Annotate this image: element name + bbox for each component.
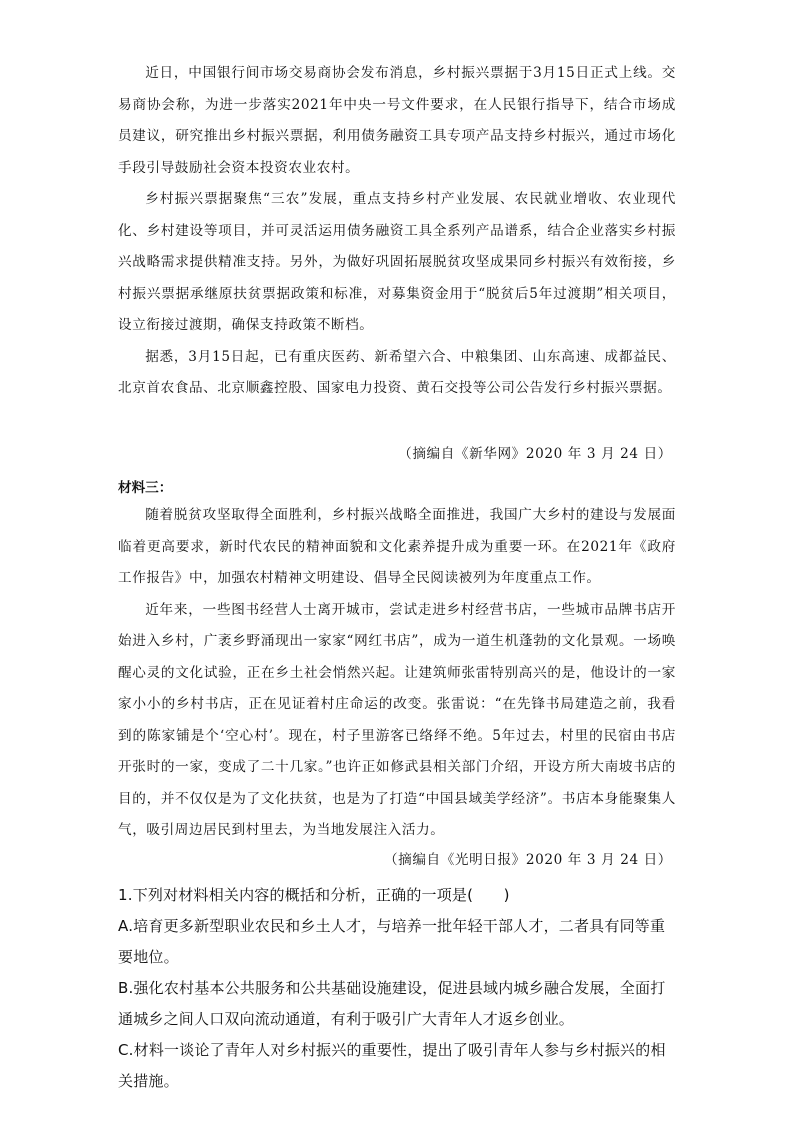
material3-source: （摘编自《光明日报》2020 年 3 月 24 日）: [383, 852, 672, 868]
material2-source: （摘编自《新华网》2020 年 3 月 24 日）: [398, 446, 672, 462]
option-b[interactable]: B.强化农村基本公共服务和公共基础设施建设，促进县域内城乡融合发展，全面打通城乡之间人口双向流动通道，有利于吸引广大青年人才返乡创业。: [118, 979, 666, 1028]
option-a[interactable]: A.培育更多新型职业农民和乡土人才，与培养一批年轻干部人才，二者具有同等重要地位。: [118, 917, 666, 966]
option-c[interactable]: C.材料一谈论了青年人对乡村振兴的重要性，提出了吸引青年人参与乡村振兴的相关措施。: [118, 1041, 666, 1090]
material2-body: [118, 58, 676, 405]
material2-paragraph-1: 近日，中国银行间市场交易商协会发布消息，乡村振兴票据于3月15日正式上线。交易商协会称，为进一步落实2021年中央一号文件要求，在人民银行指导下，结合市场成员建议，研究推出乡村振兴票据，利用债务融资工具专项产品支持乡村振兴，通过市场化手段引导鼓励社会资本投资农业农村。: [118, 65, 676, 176]
material2-paragraph-2: 乡村振兴票据聚焦“三农”发展，重点支持乡村产业发展、农民就业增收、农业现代化、乡村建设等项目，并可灵活运用债务融资工具全系列产品谱系，结合企业落实乡村振兴战略需求提供精准支持。另外，为做好巩固拓展脱贫攻坚成果同乡村振兴有效衔接，乡村振兴票据承继原扶贫票据政策和标准，对募集资金用于“脱贫后5年过渡期”相关项目，设立衔接过渡期，确保支持政策不断档。: [118, 191, 676, 333]
question-stem: 1.下列对材料相关内容的概括和分析，正确的一项是( ): [118, 886, 510, 904]
material3-heading: 材料三：: [118, 480, 173, 496]
material3-body: [118, 500, 676, 847]
question-1: [118, 880, 678, 1097]
material2-paragraph-3: 据悉，3月15日起，已有重庆医药、新希望六合、中粮集团、山东高速、成都益民、北京首农食品、北京顺鑫控股、国家电力投资、黄石交投等公司公告发行乡村振兴票据。: [118, 348, 676, 396]
material3-paragraph-2: 近年来，一些图书经营人士离开城市，尝试走进乡村经营书店，一些城市品牌书店开始进入乡村，广袤乡野涌现出一家家“网红书店”，成为一道生机蓬勃的文化景观。一场唤醒心灵的文化试验，正在乡土社会悄然兴起。让建筑师张雷特别高兴的是，他设计的一家家小小的乡村书店，正在见证着村庄命运的改变。张雷说：“在先锋书局建造之前，我看到的陈家铺是个‘空心村’。现在，村子里游客已络绎不绝。5年过去，村里的民宿由书店开张时的一家，变成了二十几家。”也许正如修武县相关部门介绍，开设方所大南坡书店的目的，并不仅仅是为了文化扶贫，也是为了打造“中国县域美学经济”。书店本身能聚集人气，吸引周边居民到村里去，为当地发展注入活力。: [118, 601, 676, 838]
material3-paragraph-1: 随着脱贫攻坚取得全面胜利，乡村振兴战略全面推进，我国广大乡村的建设与发展面临着更高要求，新时代农民的精神面貌和文化素养提升成为重要一环。在2021年《政府工作报告》中，加强农村精神文明建设、倡导全民阅读被列为年度重点工作。: [118, 507, 676, 586]
